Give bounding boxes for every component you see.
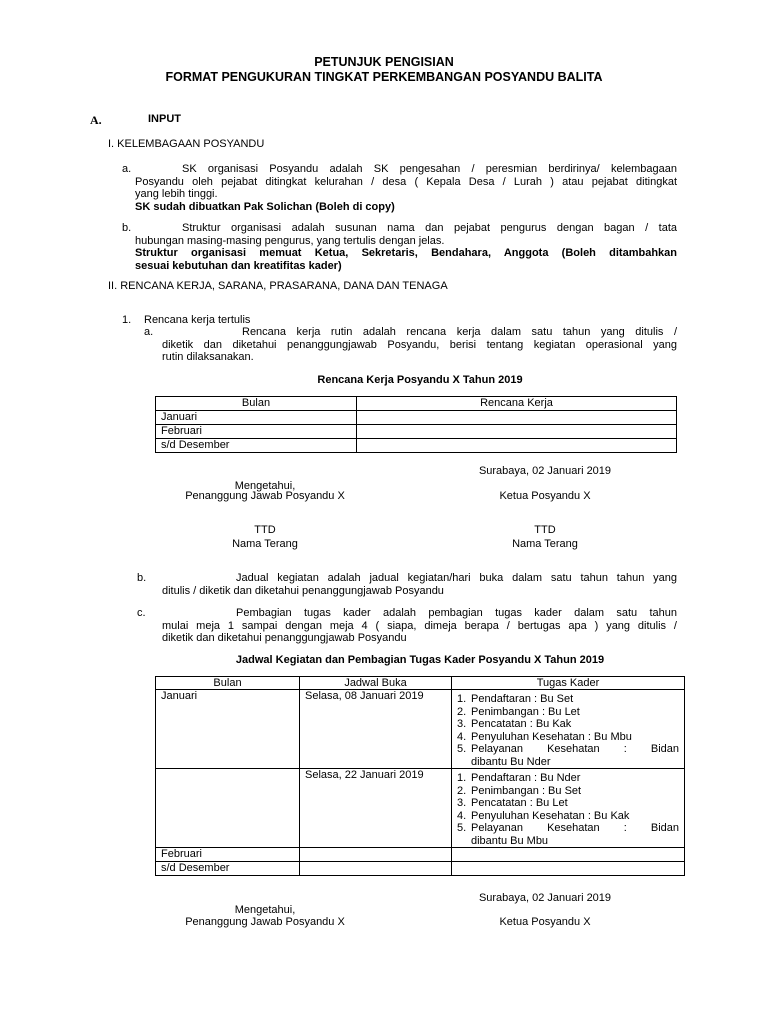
task5-word: Bidan [650,822,679,834]
sign1-left-line2: Penanggung Jawab Posyandu X [185,490,345,502]
table2-cell-desember: s/d Desember [156,862,300,876]
part2-b-marker: b. [137,572,147,584]
part1-a-text [135,163,677,213]
sign1-right-line2: Ketua Posyandu X [499,490,591,502]
list-number: 2. [457,784,467,797]
sign2-left-line1: Mengetahui, [234,904,296,916]
section-a-label: INPUT [148,113,181,125]
part1-b-line2: hubungan masing-masing pengurus, yang tertulis dengan jelas. [135,234,445,247]
table-row [156,690,685,769]
sign1-left-nama: Nama Terang [232,538,298,550]
table2-cell-date2: Selasa, 22 Januari 2019 [300,769,452,848]
table2-header-tugas: Tugas Kader [452,677,685,690]
task-text [471,822,679,847]
list-item [457,743,679,768]
list-item [457,810,679,823]
list-item [457,706,679,719]
task5-spread [471,743,679,756]
sign2-left-line2: Penanggung Jawab Posyandu X [185,916,345,928]
table2-cell-empty [300,862,452,876]
part2-b-line1: Jadual kegiatan adalah jadual kegiatan/hari buka dalam satu tahun tahun yang [236,572,677,584]
part2-a-marker: a. [144,326,154,338]
table2-cell-empty [156,769,300,848]
sign1-place-date: Surabaya, 02 Januari 2019 [478,465,612,477]
part2-a-line1: Rencana kerja rutin adalah rencana kerja dalam satu tahun yang ditulis / [242,326,677,338]
list-item [457,772,679,785]
table2-cell-empty [452,848,685,862]
part2-a-text [162,326,677,364]
table1-cell-januari: Januari [156,411,357,425]
table1-title: Rencana Kerja Posyandu X Tahun 2019 [317,374,523,386]
task-text: Penyuluhan Kesehatan : Bu Kak [471,809,630,822]
part1-a-note: SK sudah dibuatkan Pak Solichan (Boleh di copy) [135,200,395,213]
task-text: Pencatatan : Bu Kak [471,718,572,730]
part2-a-line3: rutin dilaksanakan. [162,351,254,363]
part2-c-marker: c. [137,607,146,619]
section-a-letter: A. [90,113,102,127]
part1-a-line1: SK organisasi Posyandu adalah SK pengesahan / peresmian berdirinya/ kelembagaan [182,163,677,175]
part2-b-line2: ditulis / diketik dan diketahui penanggungjawab Posyandu [162,584,444,597]
list-number: 3. [457,718,467,730]
part1-b-line1: Struktur organisasi adalah susunan nama dan pejabat pengurus dengan bagan / tata [182,222,677,234]
list-number: 4. [457,809,467,822]
task-text: Pendaftaran : Bu Set [471,693,574,705]
table2-header-bulan: Bulan [156,677,300,690]
sign1-right-nama: Nama Terang [512,538,578,550]
task5-continuation: dibantu Bu Mbu [471,834,549,847]
sign2-place-date: Surabaya, 02 Januari 2019 [478,892,612,904]
list-item [457,822,679,847]
list-number: 5. [457,743,467,755]
task-text [471,743,679,768]
part1-a-line3: yang lebih tinggi. [135,188,218,200]
table1-cell-empty [357,439,677,453]
list-number: 2. [457,705,467,718]
task5-word: Pelayanan [471,822,523,834]
jadwal-kegiatan-table [155,676,685,876]
task-text: Pencatatan : Bu Let [471,797,568,809]
rencana-kerja-table [155,396,677,453]
table-row [156,425,677,439]
part1-b-note2: sesuai kebutuhan dan kreatifitas kader) [135,259,342,272]
list-number: 4. [457,730,467,743]
task5-word: Pelayanan [471,743,523,755]
task5-word: Bidan [650,743,679,755]
table2-cell-empty [300,848,452,862]
table2-cell-februari: Februari [156,848,300,862]
table1-cell-desember: s/d Desember [156,439,357,453]
task-list-1 [457,693,679,768]
list-item [457,693,679,706]
task5-continuation: dibantu Bu Nder [471,755,551,768]
task5-spread [471,822,679,835]
doc-title-line2: FORMAT PENGUKURAN TINGKAT PERKEMBANGAN POSYANDU BALITA [165,70,603,84]
table1-cell-empty [357,425,677,439]
table-row [156,848,685,862]
part1-a-marker: a. [122,163,132,175]
sign1-left-line1: Mengetahui, [234,480,296,492]
table2-cell-empty [452,862,685,876]
sign1-right-ttd: TTD [534,524,556,536]
part2-c-line1: Pembagian tugas kader adalah pembagian tugas kader dalam satu tahun [236,607,677,619]
part1-b-note1: Struktur organisasi memuat Ketua, Sekretaris, Bendahara, Anggota (Boleh ditambahkan [135,247,677,259]
table1-cell-empty [357,411,677,425]
table1-cell-februari: Februari [156,425,357,439]
sign1-left-ttd: TTD [254,524,276,536]
list-item [457,731,679,744]
task-text: Penyuluhan Kesehatan : Bu Mbu [471,730,632,743]
list-number: 1. [457,693,467,705]
table2-cell-januari: Januari [156,690,300,769]
part1-heading: I. KELEMBAGAAN POSYANDU [108,138,265,150]
table2-cell-tasks1 [452,690,685,769]
table-row [156,439,677,453]
table2-title: Jadwal Kegiatan dan Pembagian Tugas Kader Posyandu X Tahun 2019 [235,654,605,666]
list-item [457,718,679,731]
part2-heading: II. RENCANA KERJA, SARANA, PRASARANA, DANA DAN TENAGA [108,280,448,292]
task-list-2 [457,772,679,847]
part2-a-line2: diketik dan diketahui penanggungjawab Posyandu, berisi tentang kegiatan operasional yang [162,338,677,351]
part1-b-marker: b. [122,222,132,234]
table-row [156,769,685,848]
list-number: 5. [457,822,467,834]
list-item [457,785,679,798]
table1-header-rencana: Rencana Kerja [357,397,677,411]
table-row [156,411,677,425]
table2-cell-tasks2 [452,769,685,848]
part2-item1-marker: 1. [122,314,132,326]
part1-a-line2: Posyandu oleh pejabat ditingkat kelurahan / desa ( Kepala Desa / Lurah ) atau pejabat ditingkat [135,175,677,188]
part2-b-text [162,572,677,597]
task5-word: : [623,743,627,755]
table2-cell-date1: Selasa, 08 Januari 2019 [300,690,452,769]
table1-header-bulan: Bulan [156,397,357,411]
sign2-right-line2: Ketua Posyandu X [499,916,591,928]
part1-b-text [135,222,677,272]
table-row [156,862,685,876]
task-text: Penimbangan : Bu Let [471,705,580,718]
list-number: 3. [457,797,467,809]
part2-item1-label: Rencana kerja tertulis [144,314,251,326]
task-text: Penimbangan : Bu Set [471,784,582,797]
task-text: Pendaftaran : Bu Nder [471,772,581,784]
list-item [457,797,679,810]
table2-header-jadwal: Jadwal Buka [300,677,452,690]
task5-word: Kesehatan [547,822,600,834]
part2-c-line3: diketik dan diketahui penanggungjawab Posyandu [162,632,407,644]
part2-c-line2: mulai meja 1 sampai dengan meja 4 ( siapa, dimeja berapa / bertugas apa ) yang ditulis / [162,619,677,632]
part2-c-text [162,607,677,645]
list-number: 1. [457,772,467,784]
doc-title-line1: PETUNJUK PENGISIAN [314,55,454,69]
task5-word: Kesehatan [547,743,600,755]
task5-word: : [623,822,627,834]
